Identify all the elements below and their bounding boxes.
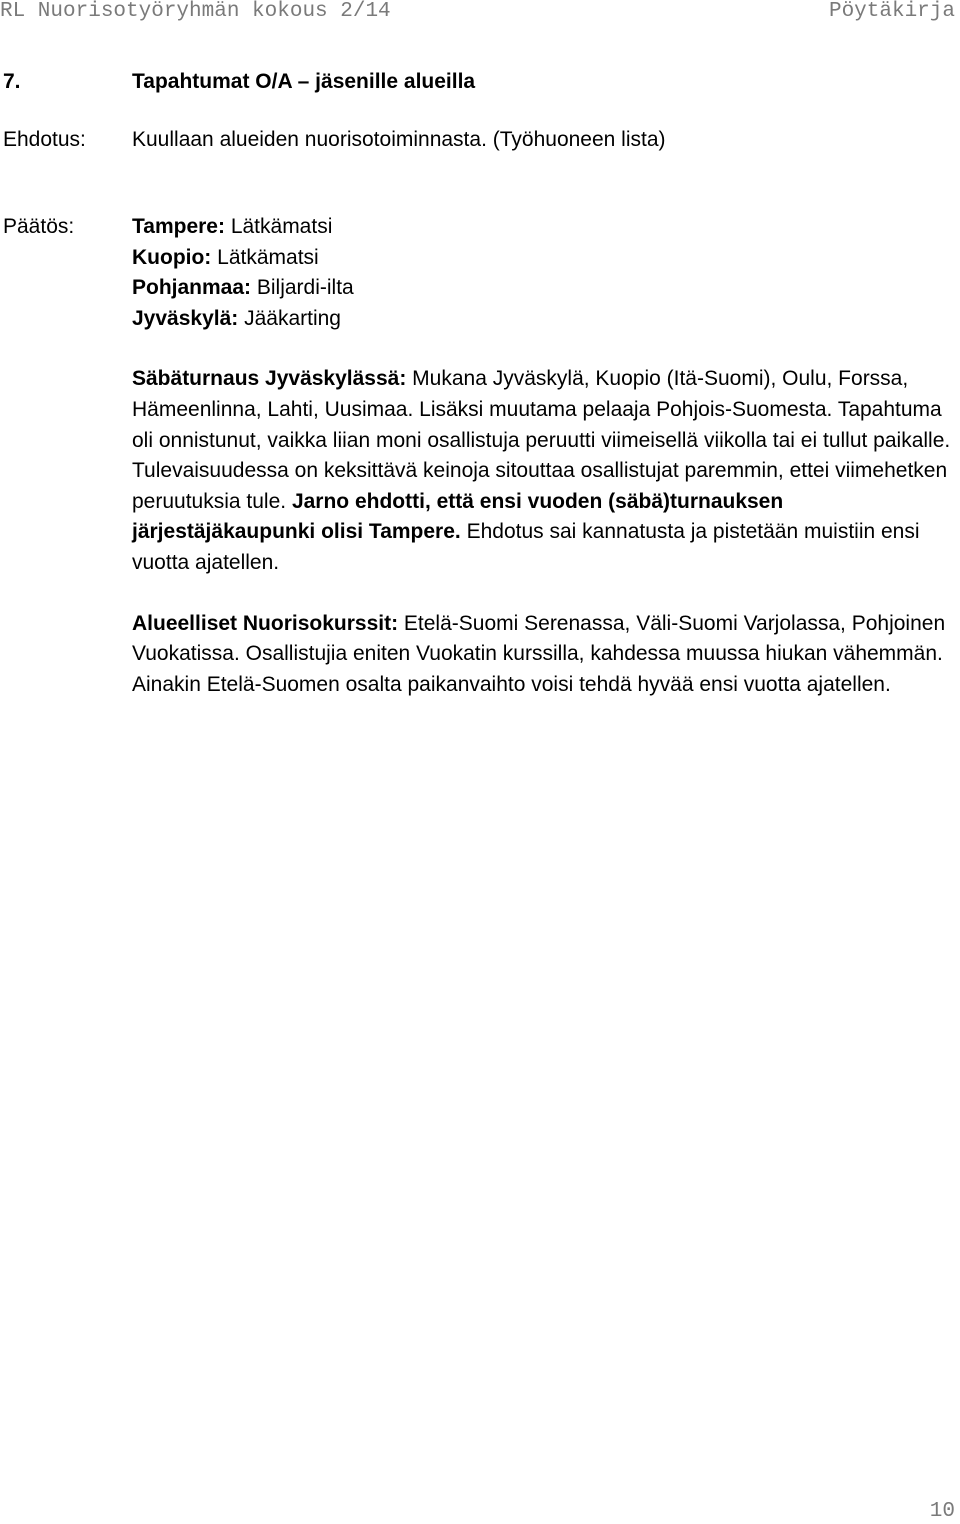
courses-label: Alueelliset Nuorisokurssit: bbox=[132, 611, 399, 635]
region-name: Tampere: bbox=[132, 215, 225, 238]
tournament-paragraph bbox=[132, 364, 958, 578]
courses-paragraph bbox=[132, 609, 958, 701]
section-number: 7. bbox=[3, 70, 21, 93]
proposal-text: Kuullaan alueiden nuorisotoiminnasta. (Työhuoneen lista) bbox=[132, 128, 666, 151]
section-title: Tapahtumat O/A – jäsenille alueilla bbox=[132, 70, 476, 93]
region-line-pohjanmaa bbox=[132, 273, 958, 304]
spacer bbox=[132, 334, 958, 364]
decision-content bbox=[132, 212, 958, 700]
tournament-label: Säbäturnaus Jyväskylässä: bbox=[132, 367, 407, 391]
courses-text: Etelä-Suomi Serenassa, Väli-Suomi Varjolassa, Pohjoinen Vuokatissa. Osallistujia eniten Vuokatin kurssilla, kahdessa muussa hiukan vähemmän. Ainakin Etelä-Suomen osalta paikanvaihto voisi tehdä hyvää ensi vuotta ajatellen. bbox=[132, 611, 946, 696]
region-line-tampere bbox=[132, 212, 958, 243]
page-number: 10 bbox=[929, 1500, 955, 1523]
tournament-proposal-outcome: Ehdotus sai kannatusta ja pistetään muistiin ensi vuotta ajatellen. bbox=[132, 520, 920, 574]
region-name: Pohjanmaa: bbox=[132, 276, 252, 300]
region-activity: Jääkarting bbox=[238, 306, 341, 330]
decision-label: Päätös: bbox=[3, 215, 75, 238]
tournament-text: Mukana Jyväskylä, Kuopio (Itä-Suomi), Oulu, Forssa, Hämeenlinna, Lahti, Uusimaa. Lisäksi muutama pelaaja Pohjois-Suomesta. Tapahtuma oli onnistunut, vaikka liian moni osallistuja peruutti viimeisellä viikolla tai ei tullut paikalle. Tulevaisuudessa on keksittävä keinoja sitouttaa osallistujat paremmin, ettei viimehetken peruutuksia tule. bbox=[132, 367, 951, 513]
region-line-kuopio bbox=[132, 243, 958, 274]
proposal-label: Ehdotus: bbox=[3, 128, 86, 151]
region-activity: Biljardi-ilta bbox=[251, 276, 354, 300]
document-header-type: Pöytäkirja bbox=[828, 0, 955, 23]
region-name: Kuopio: bbox=[132, 245, 212, 269]
spacer bbox=[132, 579, 958, 609]
region-name: Jyväskylä: bbox=[132, 306, 239, 330]
tournament-proposal: Jarno ehdotti, että ensi vuoden (säbä)turnauksen järjestäjäkaupunki olisi Tampere. bbox=[132, 489, 784, 544]
document-header-title: RL Nuorisotyöryhmän kokous 2/14 bbox=[0, 0, 391, 23]
region-activity: Lätkämatsi bbox=[224, 215, 333, 238]
region-line-jyvaskyla bbox=[132, 304, 958, 335]
region-activity: Lätkämatsi bbox=[211, 245, 319, 269]
